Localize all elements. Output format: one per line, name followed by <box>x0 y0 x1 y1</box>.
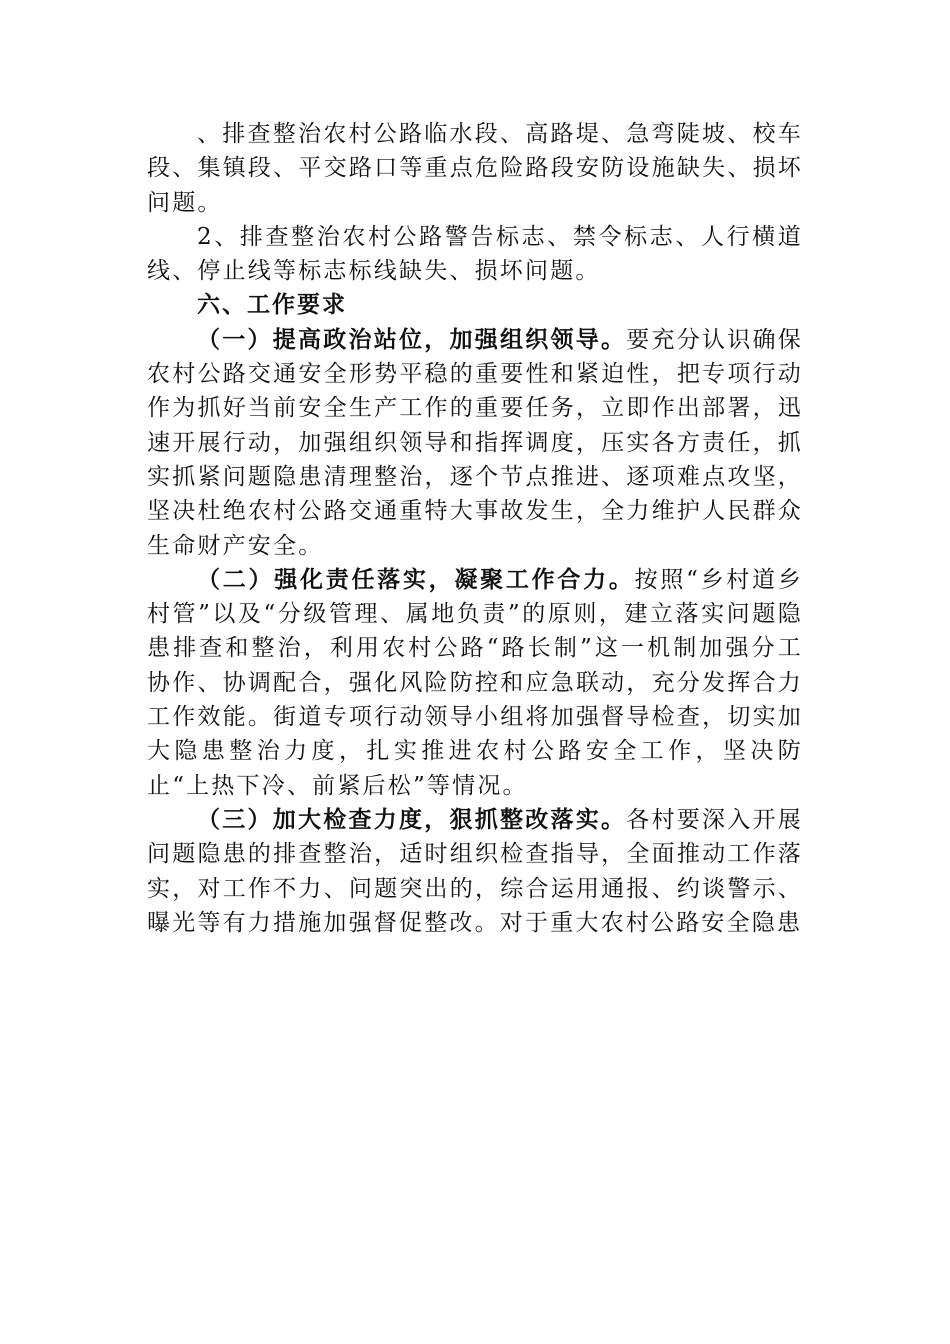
requirement-1-body: 要充分认识确保农村公路交通安全形势平稳的重要性和紧迫性，把专项行动作为抓好当前安全生产工作的重要任务，立即作出部署，迅速开展行动，加强组织领导和指挥调度，压实各方责任，抓实抓紧问题隐患清理整治，逐个节点推进、逐项难点攻坚，坚决杜绝农村公路交通重特大事故发生，全力维护人民群众生命财产安全。 <box>147 326 803 559</box>
paragraph-text: 、排查整治农村公路临水段、高路堤、急弯陡坡、校车段、集镇段、平交路口等重点危险路段安防设施缺失、损坏问题。 <box>147 121 803 216</box>
paragraph-item-2 <box>147 220 803 289</box>
section-heading: 六、工作要求 <box>197 292 347 319</box>
paragraph-item-1 <box>147 117 803 220</box>
requirement-3-title: （三）加大检查力度，狠抓整改落实。 <box>197 805 627 833</box>
requirement-2 <box>147 563 803 803</box>
requirement-1-title: （一）提高政治站位，加强组织领导。 <box>197 325 627 353</box>
requirement-1 <box>147 323 803 563</box>
requirement-3-body: 各村要深入开展问题隐患的排查整治，适时组织检查指导，全面推动工作落实，对工作不力、问题突出的，综合运用通报、约谈警示、曝光等有力措施加强督促整改。对于重大农村公路安全隐患 <box>147 806 803 936</box>
requirement-2-title: （二）强化责任落实，凝聚工作合力。 <box>197 565 635 593</box>
paragraph-text: 2、排查整治农村公路警告标志、禁令标志、人行横道线、停止线等标志标线缺失、损坏问题。 <box>147 223 803 285</box>
requirement-2-body: 按照“乡村道乡村管”以及“分级管理、属地负责”的原则，建立落实问题隐患排查和整治，利用农村公路“路长制”这一机制加强分工协作、协调配合，强化风险防控和应急联动，充分发挥合力工作效能。街道专项行动领导小组将加强督导检查，切实加大隐患整治力度，扎实推进农村公路安全工作，坚决防止“上热下冷、前紧后松”等情况。 <box>147 566 803 799</box>
document-body <box>147 117 803 940</box>
requirement-3 <box>147 803 803 940</box>
